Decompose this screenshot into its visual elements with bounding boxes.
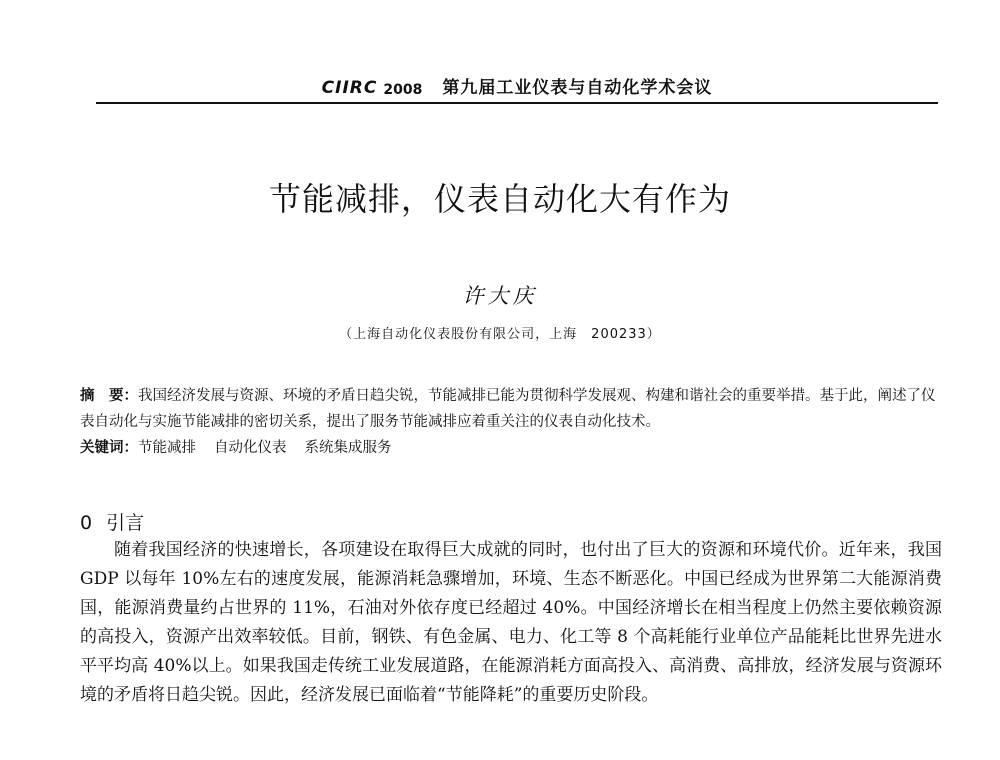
paper-title: 节能减排，仪表自动化大有作为 [268, 180, 731, 218]
running-header [96, 72, 938, 104]
author-affiliation: （上海自动化仪表股份有限公司，上海 200233） [339, 327, 661, 342]
abstract-text: 我国经济发展与资源、环境的矛盾日趋尖锐，节能减排已能为贯彻科学发展观、构建和谐社会的重要举措。基于此，阐述了仪表自动化与实施节能减排的密切关系，提出了服务节能减排应着重关注的仪表自动化技术。 [80, 388, 936, 430]
keyword-item: 自动化仪表 [214, 440, 287, 456]
keywords [80, 435, 940, 461]
section-title: 引言 [106, 512, 145, 534]
abstract [80, 383, 940, 435]
conference-name: 第九届工业仪表与自动化学术会议 [442, 78, 713, 98]
keywords-label: 关键词： [80, 440, 138, 456]
keyword-item: 节能减排 [138, 440, 196, 456]
keyword-item: 系统集成服务 [304, 440, 392, 456]
abstract-block [80, 383, 940, 461]
body-paragraph: 随着我国经济的快速增长，各项建设在取得巨大成就的同时，也付出了巨大的资源和环境代价。近年来，我国 GDP 以每年 10%左右的速度发展，能源消耗急骤增加，环境、生态不断恶化。中国已经成为世界第二大能源消费国，能源消费量约占世界的 11%，石油对外依存度已经超过 40%。中国经济增长在相当程度上仍然主要依赖资源的高投入，资源产出效率较低。目前，钢铁、有色金属、电力、化工等 8 个高耗能行业单位产品能耗比世界先进水平平均高 40%以上。如果我国走传统工业发展道路，在能源消耗方面高投入、高消费、高排放，经济发展与资源环境的矛盾将日趋尖锐。因此，经济发展已面临着“节能降耗”的重要历史阶段。 [80, 540, 942, 705]
conference-logo: CIIRC [321, 78, 378, 98]
abstract-label: 摘 要： [80, 388, 138, 404]
section-heading [80, 508, 144, 535]
author-name: 许大庆 [462, 284, 538, 308]
conference-year: 2008 [383, 82, 423, 98]
section-number: 0 [80, 512, 93, 534]
